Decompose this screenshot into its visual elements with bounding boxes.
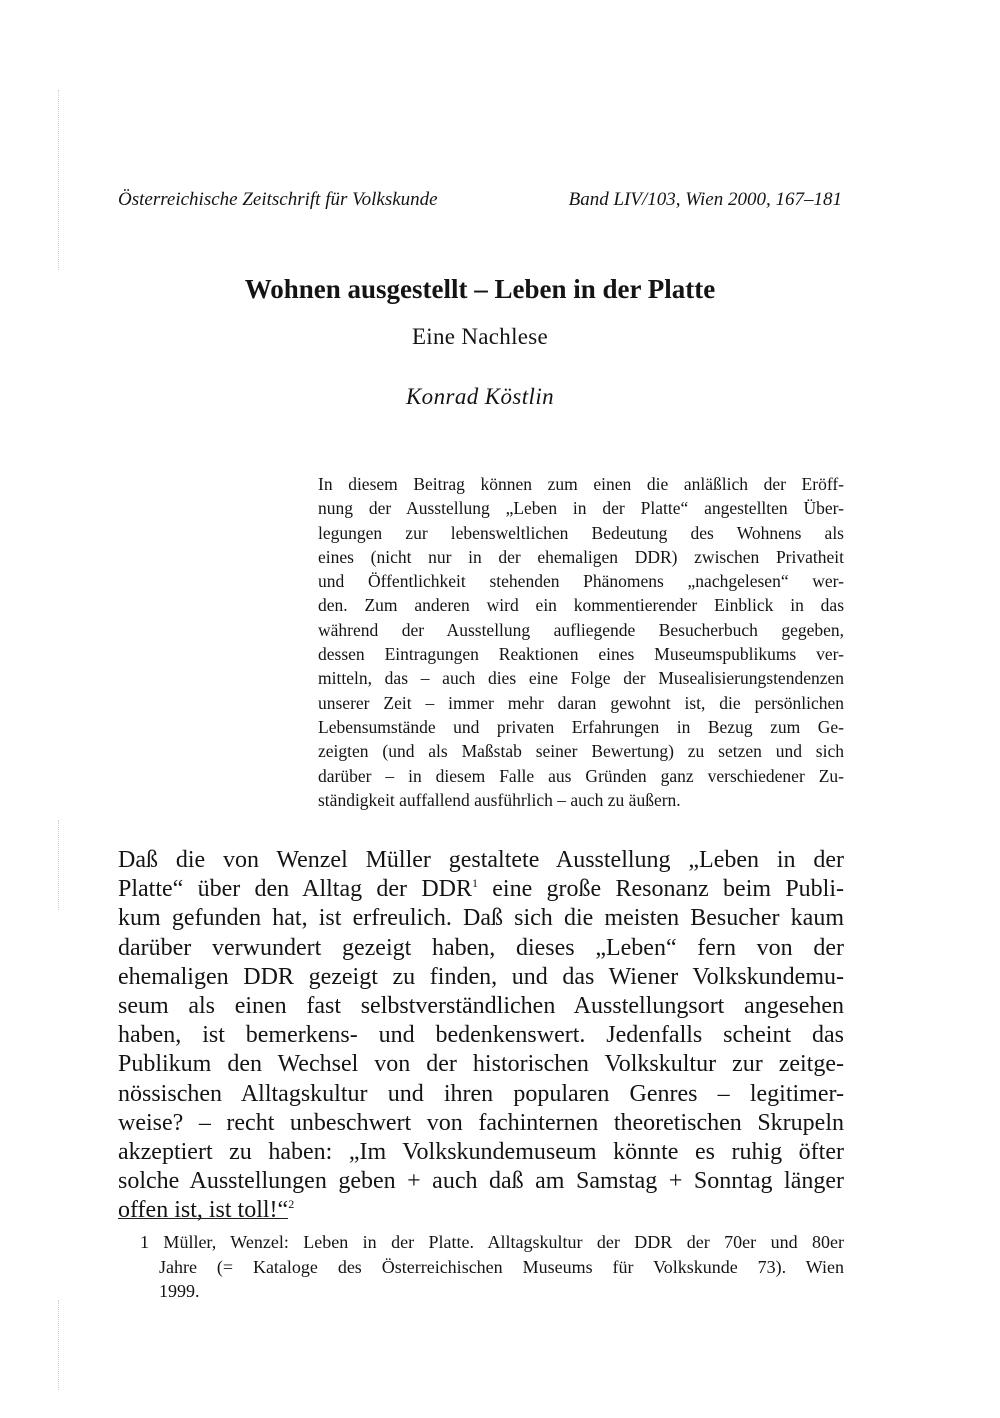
abstract-line: ständigkeit auffallend ausführlich – auch zu äußern.: [318, 789, 681, 810]
scan-artifact-lower: [58, 1300, 60, 1390]
abstract-line: während der Ausstellung aufliegende Besucherbuch gegeben,: [318, 619, 844, 640]
footnote-separator: [118, 1218, 288, 1219]
body-line: [118, 875, 844, 904]
abstract-line: darüber – in diesem Falle aus Gründen ganz verschiedener Zu-: [318, 765, 844, 786]
abstract-line: mitteln, das – auch dies eine Folge der Musealisierungstendenzen: [318, 668, 844, 689]
article-author: Konrad Köstlin: [405, 384, 555, 409]
footnotes: [140, 1230, 844, 1304]
body-line: nössischen Alltagskultur und ihren popularen Genres – legitimer-: [118, 1080, 844, 1107]
body-line: seum als einen fast selbstverständlichen Ausstellungsort angesehen: [118, 992, 844, 1019]
body-line: solche Ausstellungen geben + auch daß am Samstag + Sonntag länger: [118, 1168, 844, 1195]
abstract-line: den. Zum anderen wird ein kommentierender Einblick in das: [318, 595, 844, 616]
body-line: Daß die von Wenzel Müller gestaltete Ausstellung „Leben in der: [118, 847, 844, 873]
abstract-line: unserer Zeit – immer mehr daran gewohnt ist, die persönlichen: [318, 692, 844, 713]
abstract: [318, 472, 844, 812]
body-line: akzeptiert zu haben: „Im Volkskundemuseum könnte es ruhig öfter: [118, 1138, 844, 1165]
body-line: haben, ist bemerkens- und bedenkenswert. Jedenfalls scheint das: [118, 1022, 844, 1049]
body-line: Publikum den Wechsel von der historischen Volkskultur zur zeitge-: [118, 1051, 844, 1078]
abstract-line: legungen zur lebensweltlichen Bedeutung des Wohnens als: [318, 522, 844, 543]
footnote-line: 1 Müller, Wenzel: Leben in der Platte. Alltagskultur der DDR der 70er und 80er: [140, 1232, 844, 1252]
body-line: [118, 1196, 844, 1225]
scan-artifact-middle: [58, 820, 60, 910]
body-line: kum gefunden hat, ist erfreulich. Daß sich die meisten Besucher kaum: [118, 905, 844, 932]
footnote-line: 1999.: [159, 1281, 200, 1301]
abstract-line: nung der Ausstellung „Leben in der Platte“ angestellten Über-: [318, 498, 844, 519]
volume-info: Band LIV/103, Wien 2000, 167–181: [568, 189, 842, 210]
body-line: darüber verwundert gezeigt haben, dieses „Leben“ fern von der: [118, 934, 844, 961]
journal-name: Österreichische Zeitschrift für Volkskunde: [118, 189, 438, 210]
abstract-line: und Öffentlichkeit stehenden Phänomens „nachgelesen“ wer-: [318, 571, 844, 592]
body-line: weise? – recht unbeschwert von fachinternen theoretischen Skrupeln: [118, 1109, 844, 1136]
body-line: ehemaligen DDR gezeigt zu finden, und das Wiener Volkskundemu-: [118, 963, 844, 990]
abstract-line: dessen Eintragungen Reaktionen eines Museumspublikums ver-: [318, 644, 844, 665]
abstract-line: eines (nicht nur in der ehemaligen DDR) zwischen Privatheit: [318, 546, 844, 567]
article-title: Wohnen ausgestellt – Leben in der Platte: [244, 274, 716, 304]
footnote-line: Jahre (= Kataloge des Österreichischen Museums für Volkskunde 73). Wien: [159, 1256, 844, 1277]
article-subtitle: Eine Nachlese: [411, 324, 549, 349]
abstract-line: zeigten (und als Maßstab seiner Bewertung) zu setzen und sich: [318, 741, 844, 762]
footnote-ref-2[interactable]: 2: [288, 1197, 295, 1212]
abstract-line: In diesem Beitrag können zum einen die anläßlich der Eröff-: [318, 474, 844, 494]
body-text-segment: Platte“ über den Alltag der DDR: [118, 876, 472, 903]
body-text-segment: eine große Resonanz beim Publi-: [478, 876, 844, 903]
body-text-segment: offen ist, ist toll!“: [118, 1197, 289, 1224]
abstract-line: Lebensumstände und privaten Erfahrungen in Bezug zum Ge-: [318, 716, 844, 737]
body-paragraph: [118, 846, 844, 1225]
scan-artifact-upper: [58, 90, 60, 270]
footnote-ref-1[interactable]: 1: [472, 876, 478, 891]
